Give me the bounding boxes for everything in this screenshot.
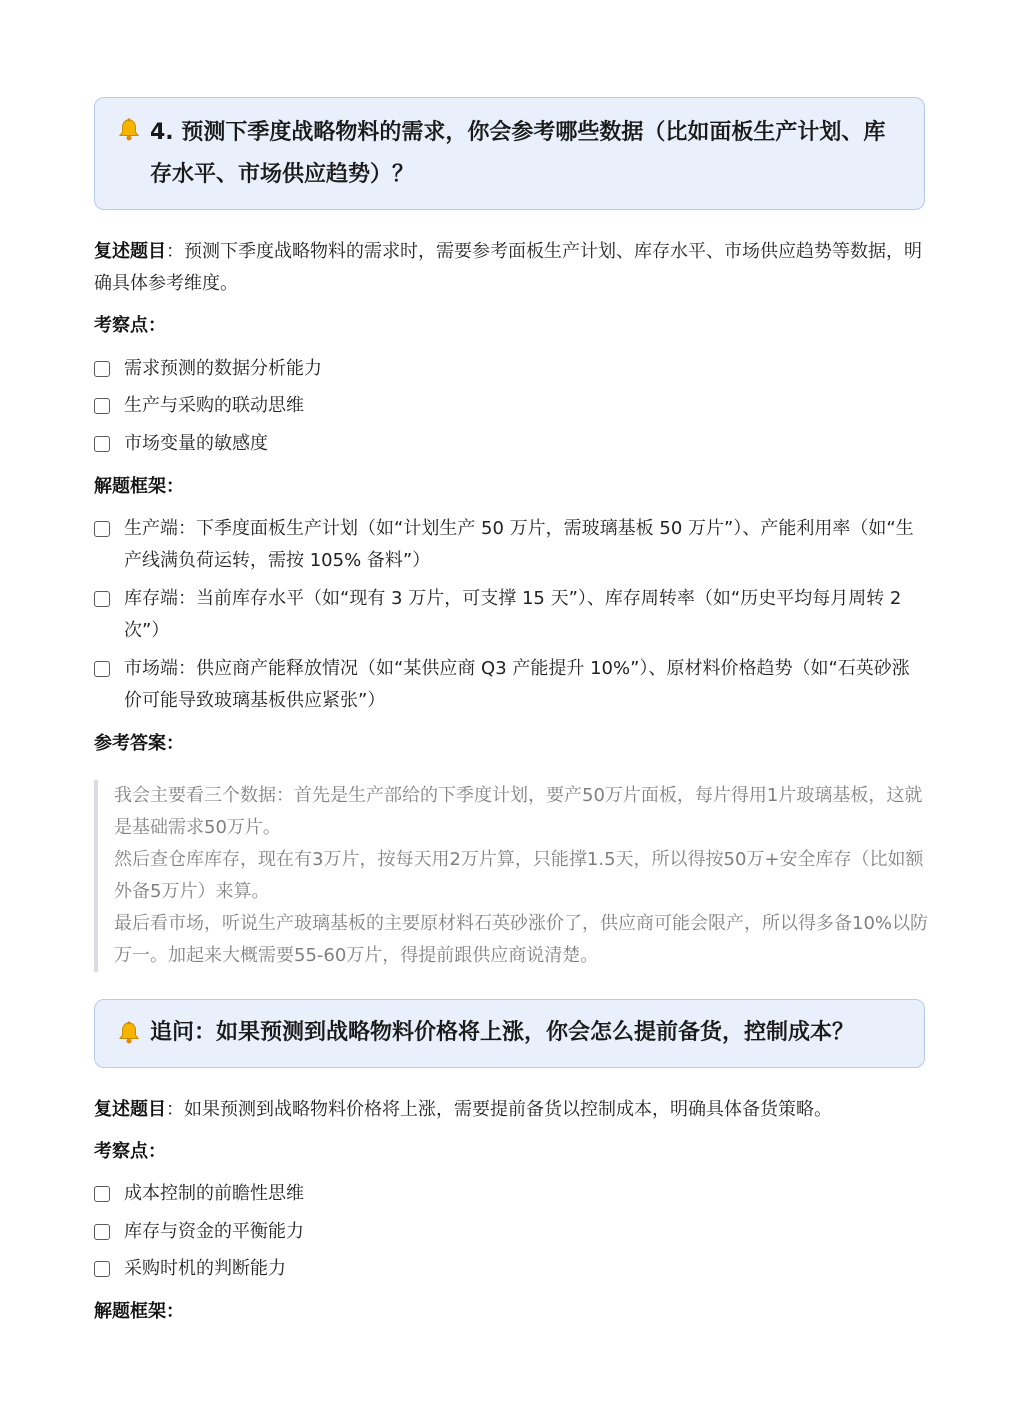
restate-paragraph [94, 1094, 924, 1126]
answer-label: 参考答案： [94, 733, 184, 754]
question-box [94, 97, 925, 210]
answer-paragraph: 最后看市场，听说生产玻璃基板的主要原材料石英砂涨价了，供应商可能会限产，所以得多备10%以防万一。加起来大概需要55-60万片，得提前跟供应商说清楚。 [114, 913, 929, 966]
checkbox[interactable] [94, 1224, 110, 1240]
checkbox[interactable] [94, 521, 110, 537]
list-item: 库存与资金的平衡能力 [124, 1221, 304, 1242]
list-item: 需求预测的数据分析能力 [124, 358, 322, 379]
checkbox[interactable] [94, 661, 110, 677]
list-item: 生产与采购的联动思维 [124, 395, 304, 416]
checkbox[interactable] [94, 1261, 110, 1277]
list-item: 生产端：下季度面板生产计划（如“计划生产 50 万片，需玻璃基板 50 万片”）、产能利用率（如“生产线满负荷运转，需按 105% 备料”） [124, 518, 914, 571]
checkbox[interactable] [94, 1186, 110, 1202]
framework-label: 解题框架： [94, 1301, 184, 1322]
checkbox[interactable] [94, 436, 110, 452]
framework-label: 解题框架： [94, 476, 184, 497]
answer-quote [94, 780, 928, 972]
followup-box [94, 999, 925, 1068]
answer-paragraph: 我会主要看三个数据：首先是生产部给的下季度计划，要产50万片面板，每片得用1片玻璃基板，这就是基础需求50万片。 [114, 785, 923, 838]
list-item: 市场端：供应商产能释放情况（如“某供应商 Q3 产能提升 10%”）、原材料价格趋势（如“石英砂涨价可能导致玻璃基板供应紧张”） [124, 658, 910, 711]
points-label: 考察点： [94, 315, 166, 336]
list-item: 采购时机的判断能力 [124, 1258, 286, 1279]
answer-paragraph: 然后查仓库库存，现在有3万片，按每天用2万片算，只能撑1.5天，所以得按50万+安全库存（比如额外备5万片）来算。 [114, 849, 924, 902]
checkbox[interactable] [94, 591, 110, 607]
list-item: 市场变量的敏感度 [124, 433, 268, 454]
checkbox[interactable] [94, 361, 110, 377]
question-title: 4. 预测下季度战略物料的需求，你会参考哪些数据（比如面板生产计划、库存水平、市场供应趋势）？ [150, 120, 886, 187]
list-item: 成本控制的前瞻性思维 [124, 1183, 304, 1204]
restate-text: ：预测下季度战略物料的需求时，需要参考面板生产计划、库存水平、市场供应趋势等数据，明确具体参考维度。 [94, 241, 922, 294]
points-label: 考察点： [94, 1141, 166, 1162]
list-item: 库存端：当前库存水平（如“现有 3 万片，可支撑 15 天”）、库存周转率（如“历史平均每月周转 2 次”） [124, 588, 902, 641]
checkbox[interactable] [94, 398, 110, 414]
restate-label: 复述题目 [94, 1099, 166, 1120]
restate-paragraph [94, 236, 924, 300]
restate-text: ：如果预测到战略物料价格将上涨，需要提前备货以控制成本，明确具体备货策略。 [166, 1099, 832, 1120]
bell-icon [116, 117, 142, 143]
bell-icon [116, 1020, 142, 1046]
followup-title: 追问：如果预测到战略物料价格将上涨，你会怎么提前备货，控制成本？ [150, 1020, 855, 1045]
restate-label: 复述题目 [94, 241, 166, 262]
